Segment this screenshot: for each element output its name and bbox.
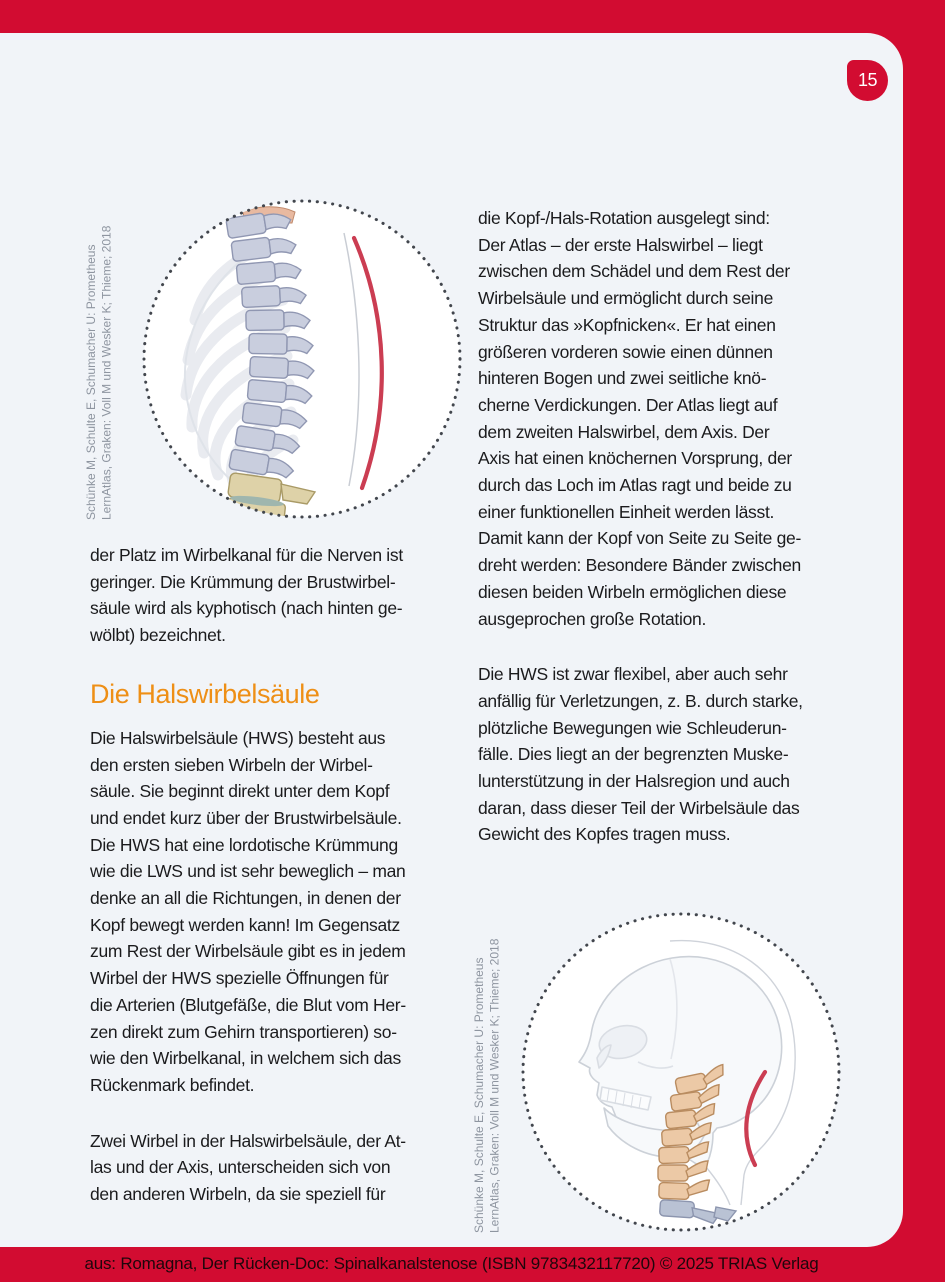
text-line: säule wird als kyphotisch (nach hinten ge- bbox=[90, 598, 403, 619]
thoracic-spine-illustration bbox=[141, 198, 463, 520]
figure-credit-cervical bbox=[472, 911, 510, 1233]
text-line: säule. Sie beginnt direkt unter dem Kopf bbox=[90, 781, 390, 802]
section-heading: Die Halswirbelsäule bbox=[90, 678, 320, 709]
text-line: Schünke M, Schulte E, Schumacher U: Prometheus bbox=[84, 244, 98, 520]
text-line: LernAtlas, Graken: Voll M und Wesker K; Thieme; 2018 bbox=[99, 225, 114, 520]
text-line: den ersten sieben Wirbeln der Wirbel- bbox=[90, 754, 373, 775]
text-line: Die Halswirbelsäule (HWS) besteht aus bbox=[90, 727, 386, 748]
text-line: denke an all die Richtungen, in denen der bbox=[90, 888, 401, 909]
paragraph-rotation bbox=[478, 205, 863, 632]
text-line: zwischen dem Schädel und dem Rest der bbox=[478, 261, 790, 282]
text-line: Rückenmark befindet. bbox=[90, 1074, 255, 1095]
text-line: plötzliche Bewegungen wie Schleuderun- bbox=[478, 717, 787, 738]
text-line: cherne Verdickungen. Der Atlas liegt auf bbox=[478, 394, 778, 415]
paragraph-flexible bbox=[478, 661, 863, 848]
text-line: zum Rest der Wirbelsäule gibt es in jedem bbox=[90, 941, 406, 962]
text-line: diesen beiden Wirbeln ermöglichen diese bbox=[478, 581, 787, 602]
right-column bbox=[478, 205, 863, 877]
text-line: Schünke M, Schulte E, Schumacher U: Prometheus bbox=[472, 957, 486, 1233]
text-line: wölbt) bezeichnet. bbox=[90, 625, 226, 646]
text-line: dem zweiten Halswirbel, dem Axis. Der bbox=[478, 421, 770, 442]
text-line: durch das Loch im Atlas ragt und beide zu bbox=[478, 475, 792, 496]
thoracic-spine-figure bbox=[141, 198, 463, 520]
text-line: Wirbelsäule und ermöglicht durch seine bbox=[478, 288, 774, 309]
paragraph-atlas-axis bbox=[90, 1128, 475, 1208]
paragraph-kyphosis bbox=[90, 542, 475, 649]
text-line: die Arterien (Blutgefäße, die Blut vom Her- bbox=[90, 994, 406, 1015]
text-line: zen direkt zum Gehirn transportieren) so- bbox=[90, 1021, 397, 1042]
text-line: daran, dass dieser Teil der Wirbelsäule das bbox=[478, 797, 800, 818]
skull-cervical-illustration bbox=[520, 911, 842, 1233]
text-line: LernAtlas, Graken: Voll M und Wesker K; Thieme; 2018 bbox=[487, 938, 502, 1233]
text-line: wie den Wirbelkanal, in welchem sich das bbox=[90, 1048, 401, 1069]
text-line: Kopf bewegt werden kann! Im Gegensatz bbox=[90, 914, 400, 935]
text-line: wie die LWS und ist sehr beweglich – man bbox=[90, 861, 406, 882]
text-line: die Kopf-/Hals-Rotation ausgelegt sind: bbox=[478, 208, 770, 228]
text-line: Die HWS ist zwar flexibel, aber auch sehr bbox=[478, 664, 788, 685]
paragraph-hws bbox=[90, 725, 475, 1099]
text-line: geringer. Die Krümmung der Brustwirbel- bbox=[90, 571, 396, 592]
page-number-badge bbox=[847, 60, 888, 101]
text-line: Gewicht des Kopfes tragen muss. bbox=[478, 824, 731, 845]
text-line: dreht werden: Besondere Bänder zwischen bbox=[478, 555, 801, 576]
cervical-spine-figure bbox=[520, 911, 842, 1233]
figure-credit-thoracic bbox=[84, 198, 122, 520]
text-line: las und der Axis, unterscheiden sich von bbox=[90, 1157, 391, 1178]
text-line: größeren vorderen sowie einen dünnen bbox=[478, 341, 773, 362]
text-line: Der Atlas – der erste Halswirbel – liegt bbox=[478, 234, 763, 255]
footer-attribution: aus: Romagna, Der Rücken-Doc: Spinalkanalstenose (ISBN 9783432117720) © 2025 TRIAS Verlag bbox=[84, 1254, 819, 1273]
text-line: einer funktionellen Einheit werden lässt. bbox=[478, 501, 775, 522]
text-line: Die HWS hat eine lordotische Krümmung bbox=[90, 834, 398, 855]
text-line: lunterstützung in der Halsregion und auch bbox=[478, 771, 790, 792]
text-line: Struktur das »Kopfnicken«. Er hat einen bbox=[478, 314, 776, 335]
text-line: fälle. Dies liegt an der begrenzten Muske- bbox=[478, 744, 789, 765]
left-column bbox=[90, 542, 475, 1237]
text-line: Wirbel der HWS spezielle Öffnungen für bbox=[90, 968, 389, 989]
text-line: anfällig für Verletzungen, z. B. durch starke, bbox=[478, 690, 803, 711]
text-line: ausgeprochen große Rotation. bbox=[478, 608, 707, 629]
text-line: Damit kann der Kopf von Seite zu Seite ge- bbox=[478, 528, 802, 549]
text-line: und endet kurz über der Brustwirbelsäule. bbox=[90, 807, 402, 828]
text-line: Zwei Wirbel in der Halswirbelsäule, der At- bbox=[90, 1130, 406, 1151]
text-line: Axis hat einen knöchernen Vorsprung, der bbox=[478, 448, 792, 469]
page-content-sheet bbox=[0, 33, 903, 1247]
text-line: den anderen Wirbeln, da sie speziell für bbox=[90, 1184, 386, 1205]
text-line: der Platz im Wirbelkanal für die Nerven ist bbox=[90, 545, 403, 565]
page-number: 15 bbox=[857, 70, 878, 90]
text-line: hinteren Bogen und zwei seitliche knö- bbox=[478, 368, 767, 389]
